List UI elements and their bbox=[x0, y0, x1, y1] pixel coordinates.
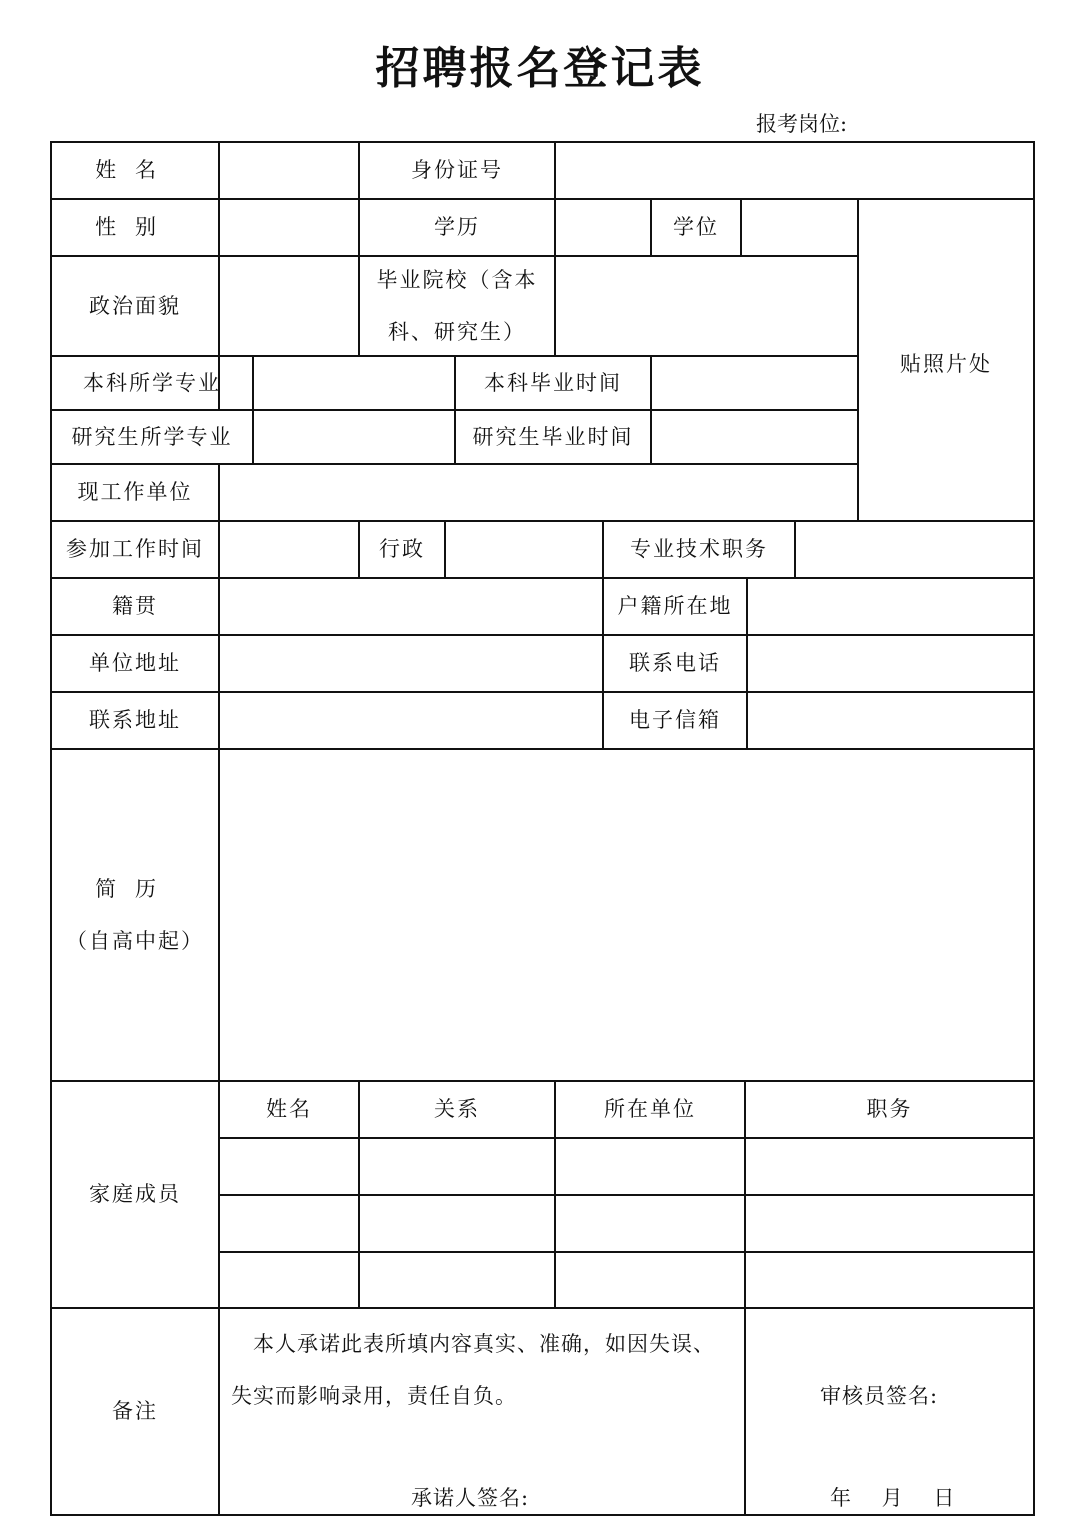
label-household-registration: 户籍所在地 bbox=[617, 594, 733, 619]
label-grad-major: 研究生所学专业 bbox=[71, 424, 233, 449]
input-degree[interactable] bbox=[741, 199, 858, 256]
family-header-employer: 所在单位 bbox=[604, 1097, 696, 1122]
form-title: 招聘报名登记表 bbox=[375, 43, 705, 94]
input-gender[interactable] bbox=[219, 199, 359, 256]
input-current-employer[interactable] bbox=[219, 464, 858, 521]
label-native-place: 籍贯 bbox=[112, 594, 158, 619]
input-grad-major[interactable] bbox=[253, 410, 455, 464]
family-row-3-name[interactable] bbox=[219, 1252, 359, 1308]
input-professional-title[interactable] bbox=[795, 521, 1034, 578]
label-work-start-time: 参加工作时间 bbox=[66, 537, 204, 562]
pledge-text-line2: 失实而影响录用，责任自负。 bbox=[231, 1384, 517, 1408]
photo-placeholder[interactable] bbox=[858, 199, 1034, 521]
school-label-line1: 毕业院校（含本 bbox=[376, 268, 538, 292]
school-label-line2: 科、研究生） bbox=[388, 320, 526, 344]
resume-label-line1: 简历 bbox=[95, 877, 175, 901]
label-grad-grad-time: 研究生毕业时间 bbox=[472, 424, 634, 449]
label-undergrad-major: 本科所学专业 bbox=[83, 370, 221, 395]
input-id-number[interactable] bbox=[555, 142, 1034, 199]
input-household-registration[interactable] bbox=[747, 578, 1034, 635]
photo-label: 贴照片处 bbox=[900, 352, 992, 376]
input-graduate-school[interactable] bbox=[555, 256, 858, 356]
label-id-number: 身份证号 bbox=[411, 158, 503, 183]
label-undergrad-grad-time: 本科毕业时间 bbox=[484, 370, 622, 395]
applied-post-label: 报考岗位: bbox=[756, 112, 848, 136]
input-work-start-time[interactable] bbox=[219, 521, 359, 578]
input-political-status[interactable] bbox=[219, 256, 359, 356]
pledge-signature-label: 承诺人签名: bbox=[411, 1486, 530, 1510]
input-resume[interactable] bbox=[219, 749, 1034, 1081]
input-native-place[interactable] bbox=[219, 578, 603, 635]
family-row-1-position[interactable] bbox=[745, 1138, 1034, 1195]
label-administrative: 行政 bbox=[379, 537, 425, 562]
family-row-3-position[interactable] bbox=[745, 1252, 1034, 1308]
review-date-label: 年 月 日 bbox=[830, 1486, 956, 1510]
label-family-members: 家庭成员 bbox=[89, 1182, 181, 1207]
input-phone[interactable] bbox=[747, 635, 1034, 692]
label-professional-title: 专业技术职务 bbox=[630, 537, 768, 562]
label-remarks: 备注 bbox=[112, 1399, 158, 1424]
label-gender: 性别 bbox=[95, 215, 175, 240]
family-header-relation: 关系 bbox=[434, 1097, 480, 1122]
family-header-name: 姓名 bbox=[266, 1097, 312, 1122]
input-grad-grad-time[interactable] bbox=[651, 410, 858, 464]
label-email: 电子信箱 bbox=[629, 708, 721, 733]
input-name[interactable] bbox=[219, 142, 359, 199]
label-phone: 联系电话 bbox=[629, 651, 721, 676]
label-education: 学历 bbox=[434, 215, 480, 240]
label-political-status: 政治面貌 bbox=[89, 293, 181, 318]
input-education[interactable] bbox=[555, 199, 651, 256]
label-degree: 学位 bbox=[673, 215, 719, 240]
family-row-3-employer[interactable] bbox=[555, 1252, 745, 1308]
input-administrative[interactable] bbox=[445, 521, 603, 578]
reviewer-signature-label: 审核员签名: bbox=[820, 1384, 939, 1408]
input-email[interactable] bbox=[747, 692, 1034, 749]
pledge-text-line1: 本人承诺此表所填内容真实、准确，如因失误、 bbox=[253, 1332, 715, 1356]
label-name: 姓名 bbox=[95, 158, 175, 183]
family-row-3-relation[interactable] bbox=[359, 1252, 555, 1308]
family-row-2-employer[interactable] bbox=[555, 1195, 745, 1252]
family-row-2-position[interactable] bbox=[745, 1195, 1034, 1252]
family-row-2-name[interactable] bbox=[219, 1195, 359, 1252]
family-row-1-relation[interactable] bbox=[359, 1138, 555, 1195]
family-header-position: 职务 bbox=[866, 1097, 913, 1122]
family-row-2-relation[interactable] bbox=[359, 1195, 555, 1252]
input-undergrad-major[interactable] bbox=[253, 356, 455, 410]
family-row-1-employer[interactable] bbox=[555, 1138, 745, 1195]
input-undergrad-grad-time[interactable] bbox=[651, 356, 858, 410]
label-contact-address: 联系地址 bbox=[89, 708, 181, 733]
label-resume bbox=[51, 749, 219, 1081]
label-employer-address: 单位地址 bbox=[89, 651, 181, 676]
input-employer-address[interactable] bbox=[219, 635, 603, 692]
label-graduate-school bbox=[359, 256, 555, 356]
label-current-employer: 现工作单位 bbox=[77, 480, 193, 505]
family-row-1-name[interactable] bbox=[219, 1138, 359, 1195]
resume-label-line2: （自高中起） bbox=[66, 929, 204, 953]
input-contact-address[interactable] bbox=[219, 692, 603, 749]
